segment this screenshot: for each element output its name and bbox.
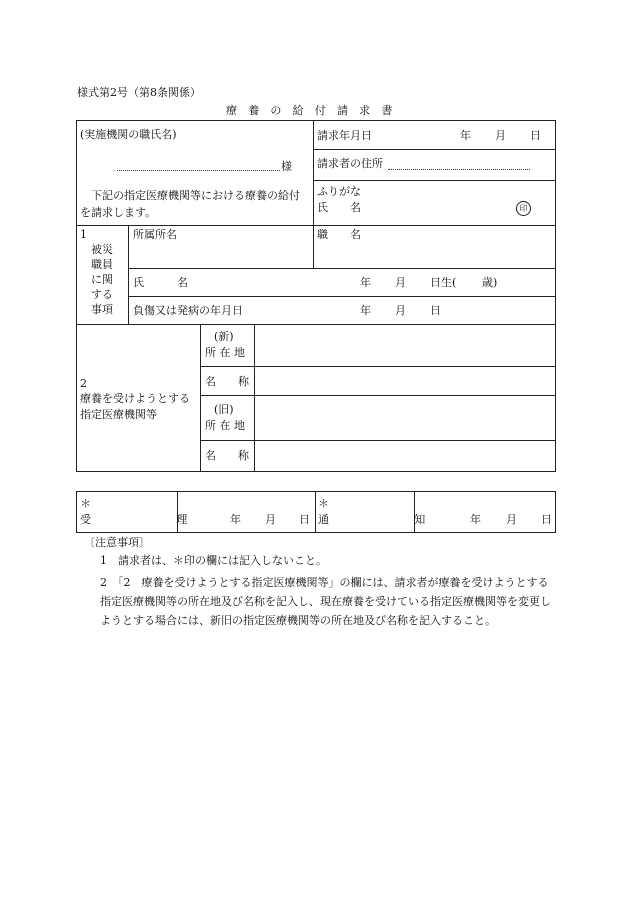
institution-head-name-field[interactable] <box>117 170 280 171</box>
birth-day-label: 日生( <box>430 276 457 289</box>
notified-label: 通 知 <box>318 513 428 526</box>
injury-month-label: 月 <box>395 304 406 317</box>
old-location-label: 所 在 地 <box>205 419 245 432</box>
injury-day-label: 日 <box>430 304 441 317</box>
old-name-label: 名 称 <box>205 449 249 462</box>
page-title: 療 養 の 給 付 請 求 書 <box>226 104 397 117</box>
received-label: 受 理 <box>80 513 190 526</box>
section1-label: 被災職員に関する事項 <box>91 243 113 316</box>
section2-label: 療養を受けようとする指定医療機関等 <box>80 392 190 421</box>
note-item-1: 1 請求者は、＊印の欄には記入しないこと。 <box>100 554 327 567</box>
new-location-label: 所 在 地 <box>205 346 245 359</box>
birth-year-label: 年 <box>360 276 371 289</box>
notified-year-label: 年 <box>470 513 481 526</box>
employee-name-label: 氏 名 <box>133 276 188 289</box>
request-statement: 下記の指定医療機関等における療養の給付を請求します。 <box>80 189 300 219</box>
requester-address-label: 請求者の住所 <box>317 157 383 170</box>
age-label: 歳) <box>482 276 498 289</box>
birth-month-label: 月 <box>395 276 406 289</box>
received-day-label: 日 <box>299 513 310 526</box>
institution-head-label: (実施機関の職氏名) <box>80 128 177 141</box>
requester-address-field[interactable] <box>388 169 530 170</box>
seal-icon: 印 <box>516 201 531 216</box>
furigana-label: ふりがな <box>317 185 361 198</box>
form-number: 様式第2号（第8条関係） <box>77 86 201 99</box>
injury-date-label: 負傷又は発病の年月日 <box>133 304 243 317</box>
request-month-label: 月 <box>495 129 506 142</box>
sama-label: 様 <box>281 160 292 173</box>
received-month-label: 月 <box>265 513 276 526</box>
section2-number: 2 <box>80 377 87 390</box>
request-day-label: 日 <box>530 129 541 142</box>
injury-year-label: 年 <box>360 304 371 317</box>
notified-day-label: 日 <box>541 513 552 526</box>
section1-number: 1 <box>80 228 87 241</box>
notes-heading: 〔注意事項〕 <box>84 536 150 549</box>
request-date-label: 請求年月日 <box>317 129 372 142</box>
old-label: (旧) <box>214 403 234 416</box>
request-year-label: 年 <box>460 129 471 142</box>
reception-asterisk: ＊ <box>80 497 91 510</box>
requester-name-label: 氏 名 <box>317 201 361 214</box>
new-label: (新) <box>214 330 234 343</box>
notified-month-label: 月 <box>506 513 517 526</box>
new-name-label: 名 称 <box>205 375 249 388</box>
notification-asterisk: ＊ <box>318 497 329 510</box>
affiliation-label: 所属所名 <box>133 228 177 241</box>
position-label: 職 名 <box>317 228 361 241</box>
note-item-2: 2 「2 療養を受けようとする指定医療機関等」の欄には、請求者が療養を受けようとする指定医療機関等の所在地及び名称を記入し、現在療養を受けている指定医療機関等を変更しようとする場合には、新旧の指定医療機関等の所在地及び名称を記入すること。 <box>100 576 551 627</box>
received-year-label: 年 <box>230 513 241 526</box>
